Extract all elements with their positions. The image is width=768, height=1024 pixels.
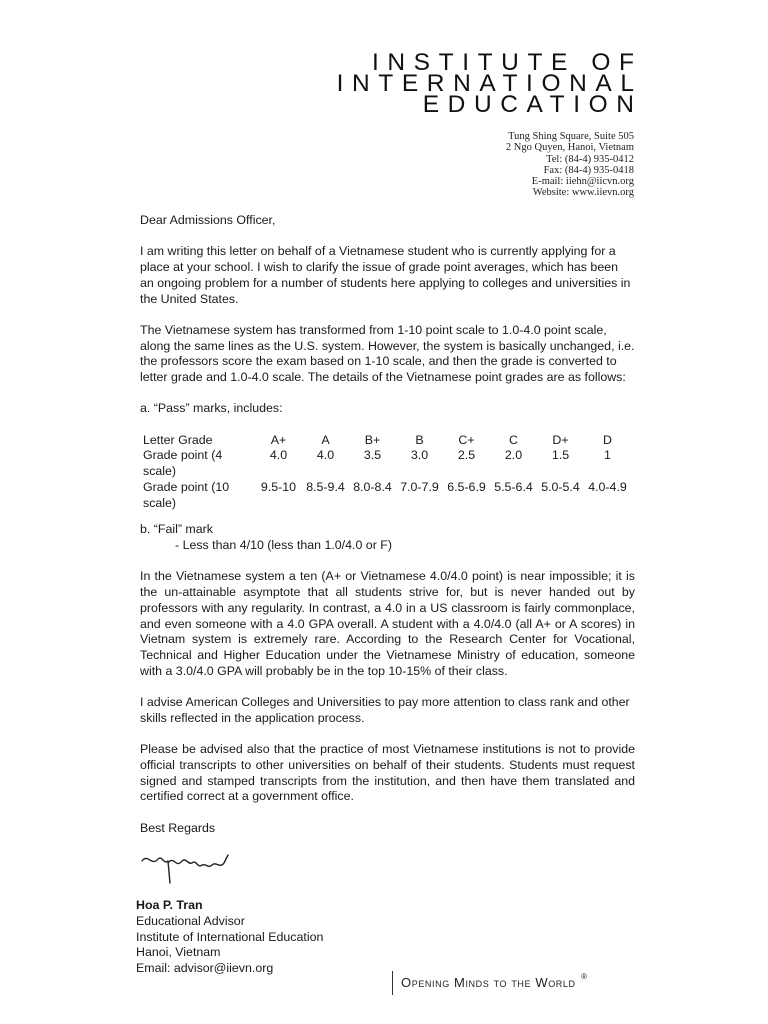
table-cell: 1 bbox=[604, 448, 611, 463]
table-cell: 2.0 bbox=[504, 448, 523, 463]
institute-name bbox=[336, 49, 643, 118]
pass-heading: a. “Pass” marks, includes: bbox=[140, 401, 283, 416]
paragraph-asymptote: In the Vietnamese system a ten (A+ or Vietnamese 4.0/4.0 point) is near impossible; it is the un-attainable asymptote that all students strive for, but is never handed out by professors with any regularity. In contrast, a 4.0 in a US classroom is fairly commonplace, and even someone with a 4.0 GPA overall. A student with a 4.0/4.0 (all A+ or A scores) in Vietnam system is extremely rare. According to the Research Center for Vocational, Technical and Higher Education under the Vietnamese Ministry of education, someone with a 3.0/4.0 GPA will probably be in the top 10-15% of their class. bbox=[140, 569, 635, 678]
address-line: 2 Ngo Quyen, Hanoi, Vietnam bbox=[505, 142, 634, 154]
phone-line: Tel: (84-4) 935-0412 bbox=[546, 153, 634, 165]
table-cell: D bbox=[603, 432, 612, 447]
table-row bbox=[143, 448, 631, 479]
table-cell: 8.0-8.4 bbox=[353, 479, 392, 494]
paragraph-advice: I advise American Colleges and Universities to pay more attention to class rank and other skills reflected in the application process. bbox=[140, 695, 630, 725]
table-cell: B bbox=[415, 432, 424, 447]
institute-name-line: INSTITUTE OF bbox=[371, 49, 643, 76]
table-cell: 5.0-5.4 bbox=[541, 479, 580, 494]
closing: Best Regards bbox=[140, 820, 216, 835]
registered-mark: ® bbox=[581, 972, 588, 981]
table-cell: C bbox=[509, 432, 518, 447]
table-cell: 1.5 bbox=[551, 448, 570, 463]
table-cell: 3.5 bbox=[363, 448, 382, 463]
signer-location: Hanoi, Vietnam bbox=[136, 945, 221, 960]
fail-heading: b. “Fail” mark bbox=[140, 522, 213, 537]
address-line: Tung Shing Square, Suite 505 bbox=[508, 131, 634, 142]
table-cell: 9.5-10 bbox=[260, 479, 297, 494]
fail-detail: - Less than 4/10 (less than 1.0/4.0 or F) bbox=[175, 538, 392, 552]
institute-name-line: INTERNATIONAL bbox=[336, 70, 643, 97]
row-label: Grade point (4 scale) bbox=[143, 448, 223, 479]
table-cell: D+ bbox=[552, 432, 569, 447]
table-row bbox=[143, 433, 631, 449]
table-cell: 6.5-6.9 bbox=[447, 479, 486, 494]
signature-block bbox=[136, 898, 323, 977]
table-cell: 3.0 bbox=[410, 448, 429, 463]
table-cell: 2.5 bbox=[457, 448, 476, 463]
paragraph-transcripts: Please be advised also that the practice of most Vietnamese institutions is not to provide official transcripts to other universities on behalf of their students. Students must request signed and stamped transcripts from the institution, and then have them translated and certified correct at a government office. bbox=[140, 742, 635, 804]
table-cell: B+ bbox=[364, 432, 381, 447]
row-label: Grade point (10 scale) bbox=[143, 479, 230, 510]
website-line: Website: www.iievn.org bbox=[532, 187, 634, 199]
table-cell: 8.5-9.4 bbox=[306, 479, 345, 494]
signer-name: Hoa P. Tran bbox=[136, 898, 203, 912]
greeting: Dear Admissions Officer, bbox=[140, 213, 276, 227]
table-cell: 4.0 bbox=[269, 448, 288, 463]
signer-organization: Institute of International Education bbox=[136, 929, 324, 944]
table-cell: A bbox=[321, 432, 330, 447]
table-cell: A+ bbox=[270, 432, 287, 447]
signer-title: Educational Advisor bbox=[136, 913, 245, 928]
grade-table bbox=[143, 433, 631, 512]
paragraph-intro: I am writing this letter on behalf of a Vietnamese student who is currently applying for a place at your school. I wish to clarify the issue of grade point averages, which has been an ongoing problem for a number of students here applying to colleges and universities in the United States. bbox=[140, 244, 631, 306]
address-block bbox=[506, 131, 634, 199]
tagline-text: Opening Minds to the World bbox=[401, 975, 576, 990]
fax-line: Fax: (84-4) 935-0418 bbox=[543, 164, 634, 176]
paragraph-system: The Vietnamese system has transformed from 1-10 point scale to 1.0-4.0 point scale, along the same lines as the U.S. system. However, the system is basically unchanged, i.e. the professors score the exam based on 1-10 scale, and then the grade is converted to letter grade and 1.0-4.0 scale. The details of the Vietnamese point grades are as follows: bbox=[140, 322, 635, 384]
table-row bbox=[143, 480, 631, 511]
row-label: Letter Grade bbox=[143, 432, 213, 447]
table-cell: 4.0 bbox=[316, 448, 335, 463]
table-cell: 4.0-4.9 bbox=[588, 479, 627, 494]
table-cell: 7.0-7.9 bbox=[400, 479, 439, 494]
letter-body bbox=[140, 213, 635, 836]
table-cell: C+ bbox=[458, 432, 475, 447]
footer-tagline bbox=[392, 971, 588, 995]
table-cell: 5.5-6.4 bbox=[494, 479, 533, 494]
institute-name-line: EDUCATION bbox=[422, 91, 643, 118]
signature-scribble bbox=[140, 843, 240, 893]
signer-email: Email: advisor@iievn.org bbox=[136, 961, 274, 976]
email-line: E-mail: iiehn@iicvn.org bbox=[531, 176, 634, 188]
